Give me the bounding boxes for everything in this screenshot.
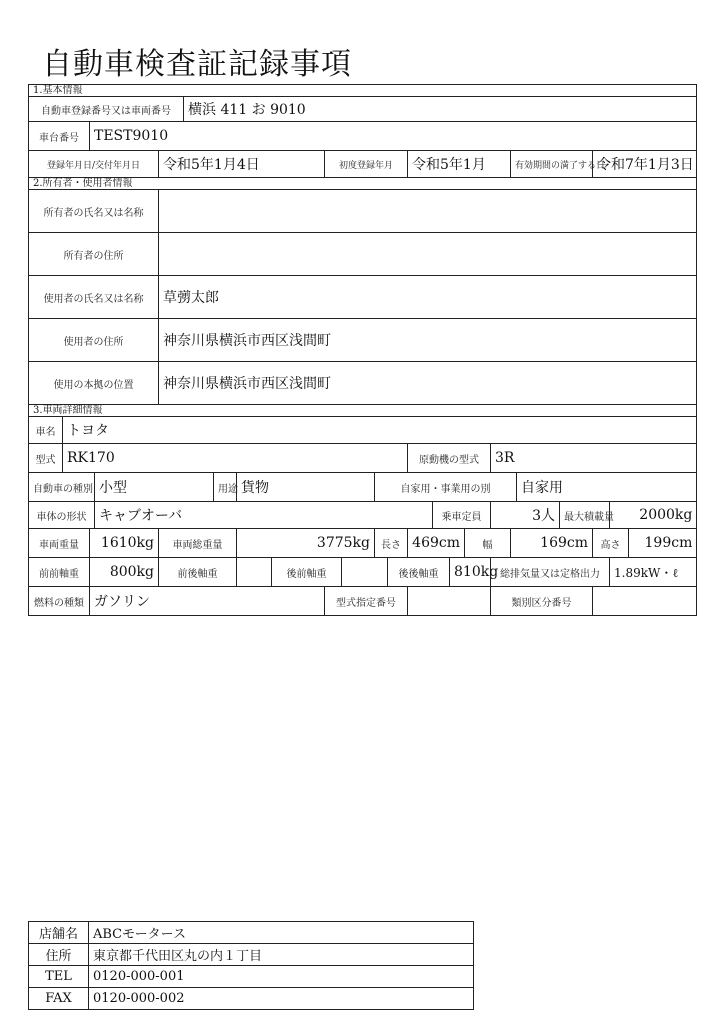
expiry-value: 令和7年1月3日 [593, 151, 697, 178]
front-rear-axle-label: 前後軸重 [159, 558, 237, 587]
body-shape-label: 車体の形状 [29, 502, 95, 529]
front-rear-axle-value [237, 558, 272, 587]
private-value: 自家用 [517, 473, 697, 502]
weight-value: 1610kg [90, 529, 159, 558]
shop-tel-label: TEL [29, 966, 89, 988]
front-front-axle-value: 800kg [90, 558, 159, 587]
displacement-value: 1.89kW・ℓ [610, 558, 697, 587]
owner-name-value [159, 190, 697, 233]
max-load-label: 最大積載量 [560, 502, 610, 529]
base-location-value: 神奈川県横浜市西区浅間町 [159, 362, 697, 405]
user-address-value: 神奈川県横浜市西区浅間町 [159, 319, 697, 362]
width-label: 幅 [465, 529, 511, 558]
use-label: 用途 [214, 473, 237, 502]
shop-name-value: ABCモータース [89, 922, 474, 944]
user-address-label: 使用者の住所 [29, 319, 159, 362]
shop-address-label: 住所 [29, 944, 89, 966]
owner-address-label: 所有者の住所 [29, 233, 159, 276]
owner-name-label: 所有者の氏名又は名称 [29, 190, 159, 233]
type-designation-value [408, 587, 491, 616]
rear-front-axle-label: 後前軸重 [272, 558, 342, 587]
first-reg-value: 令和5年1月 [408, 151, 511, 178]
capacity-label: 乗車定員 [433, 502, 491, 529]
capacity-value: 3人 [491, 502, 560, 529]
rear-rear-axle-label: 後後軸重 [388, 558, 450, 587]
private-label: 自家用・事業用の別 [375, 473, 517, 502]
width-value: 169cm [511, 529, 593, 558]
height-label: 高さ [593, 529, 629, 558]
use-value: 貨物 [237, 473, 375, 502]
shop-fax-value: 0120-000-002 [89, 988, 474, 1010]
length-label: 長さ [375, 529, 408, 558]
inspection-form [28, 84, 697, 616]
section-owner-info: 2.所有者・使用者情報 [29, 178, 697, 190]
fuel-value: ガソリン [90, 587, 325, 616]
fuel-label: 燃料の種類 [29, 587, 90, 616]
vehicle-type-value: 小型 [95, 473, 214, 502]
document-title: 自動車検査証記録事項 [42, 47, 352, 82]
reg-date-value: 令和5年1月4日 [159, 151, 325, 178]
section-vehicle-info: 3.車両詳細情報 [29, 405, 697, 417]
maker-label: 車名 [29, 417, 63, 444]
body-shape-value: キャブオーバ [95, 502, 433, 529]
chassis-label: 車台番号 [29, 122, 90, 151]
reg-no-label: 自動車登録番号又は車両番号 [29, 97, 184, 122]
chassis-value: TEST9010 [90, 122, 697, 151]
maker-value: トヨタ [63, 417, 697, 444]
shop-name-label: 店舗名 [29, 922, 89, 944]
user-name-value: 草彅太郎 [159, 276, 697, 319]
rear-front-axle-value [342, 558, 388, 587]
owner-address-value [159, 233, 697, 276]
reg-date-label: 登録年月日/交付年月日 [29, 151, 159, 178]
rear-rear-axle-value: 810kg [450, 558, 491, 587]
front-front-axle-label: 前前軸重 [29, 558, 90, 587]
class-number-value [593, 587, 697, 616]
height-value: 199cm [629, 529, 697, 558]
reg-no-value: 横浜 411 お 9010 [184, 97, 697, 122]
gross-weight-label: 車両総重量 [159, 529, 237, 558]
first-reg-label: 初度登録年月 [325, 151, 408, 178]
class-number-label: 類別区分番号 [491, 587, 593, 616]
vehicle-type-label: 自動車の種別 [29, 473, 95, 502]
shop-tel-value: 0120-000-001 [89, 966, 474, 988]
engine-label: 原動機の型式 [408, 444, 491, 473]
user-name-label: 使用者の氏名又は名称 [29, 276, 159, 319]
section-basic-info: 1.基本情報 [29, 85, 697, 97]
shop-info-table [28, 921, 474, 1010]
weight-label: 車両重量 [29, 529, 90, 558]
engine-value: 3R [491, 444, 697, 473]
model-value: RK170 [63, 444, 408, 473]
shop-address-value: 東京都千代田区丸の内１丁目 [89, 944, 474, 966]
expiry-label: 有効期間の満了する日 [511, 151, 593, 178]
gross-weight-value: 3775kg [237, 529, 375, 558]
shop-fax-label: FAX [29, 988, 89, 1010]
length-value: 469cm [408, 529, 465, 558]
model-label: 型式 [29, 444, 63, 473]
displacement-label: 総排気量又は定格出力 [491, 558, 610, 587]
max-load-value: 2000kg [610, 502, 697, 529]
type-designation-label: 型式指定番号 [325, 587, 408, 616]
base-location-label: 使用の本拠の位置 [29, 362, 159, 405]
